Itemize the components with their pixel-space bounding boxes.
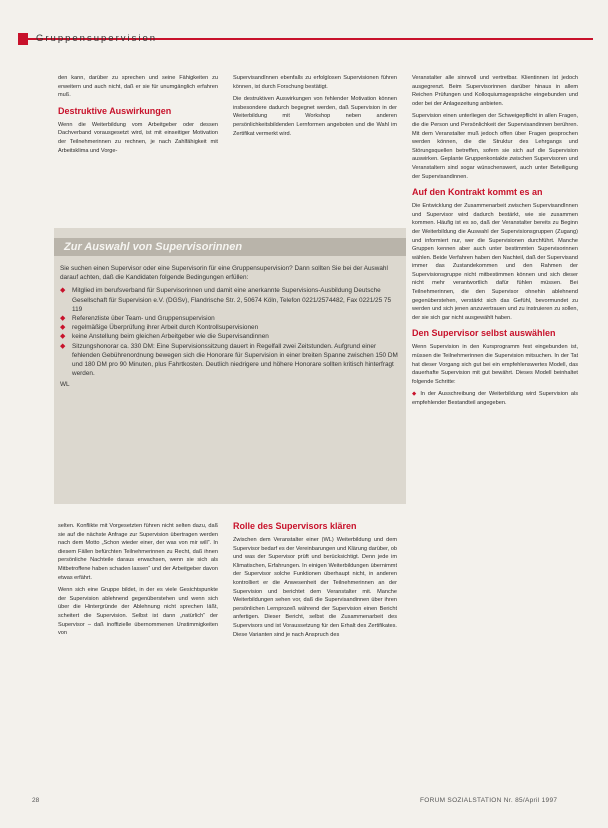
journal-footer: FORUM SOZIALSTATION Nr. 85/April 1997	[420, 797, 558, 804]
paragraph: Wenn sich eine Gruppe bildet, in der es viele Gesichtspunkte der Supervision ablehnend gegenüberstehen und wenn sich über die Hintergründe der Ablehnung nicht sprechen läßt, scheitert die Supervision. Selbst ist dann „natürlich“ der Supervisor – daß inoffizielle übernommenen Unstimmigkeiten von	[58, 587, 218, 637]
middle-column-top	[233, 74, 397, 142]
section-heading: Auf den Kontrakt kommt es an	[412, 187, 543, 198]
list-item: ◆ Mitglied im berufsverband für Supervisorinnen und damit eine anerkannte Supervisions-Ausbildung Deutsche Gesellschaft für Supervision e.V. (DGSv), Flandrische Str. 2, 50674 Köln, Telefon 0221/2574482, Fax 0221/25 75 119	[60, 287, 392, 313]
section-heading: Rolle des Supervisors klären	[233, 521, 357, 531]
page-number: 28	[32, 797, 40, 804]
paragraph: Die Entwicklung der Zusammenarbeit zwischen SupervisandInnen und Supervisor wird dadurch bestärkt, wie sie zusammen kommen. Häufig ist es so, daß der Veranstalter bereits zu Beginn der Weiterbildung die Auswahl der Supervisionsgruppen (Zugang) und informiert nur, wer die Supervisionen durchführt. Manche Gruppen kennen aber auch unter bestimmten Supervisorinnen wählen. Beide Verfahren haben den Nachteil, daß der Supervisand immer das Zustandekommen und den Rahmen der Supervisionsgruppe nicht mitbestimmen können und sich dieser nicht mehr verantwortlich dafür fühlen müssen. Bei Teilnehmerinnen, die den Supervisor ohnehin ablehnend gegenüberstehen, verstärkt sich das Gefühl, bevormundet zu werden und sich jenen anzuvertrauen und zu instruieren zu sollen, der sie sich gar nicht ausgewählt haben.	[412, 203, 578, 321]
section-heading: Destruktive Auswirkungen	[58, 105, 172, 116]
info-box-intro: Sie suchen einen Supervisor oder eine Supervisorin für eine Gruppensupervision? Dann sollten Sie bei der Auswahl darauf achten, daß die Kandidaten folgende Bedingungen erfüllen:	[60, 265, 388, 282]
list-item: ◆ Sitzungshonorar ca. 330 DM: Eine Supervisionssitzung dauert in Regelfall zwei Zeitstunden. Aufgrund einer fehlenden Gebührenordnung bewegen sich die Honorare für Supervision in einer breiten Spanne zwischen 150 DM und 180 DM pro 90 Minuten, plus Fahrtkosten. Deutlich niedrigere und höhere Honorare sollten kritisch hinterfragt werden.	[60, 342, 398, 378]
paragraph: Zwischen dem Veranstalter einer (WL) Weiterbildung und dem Supervisor bedarf es der Vereinbarungen und Klärung darüber, ob und was der Supervisor prüft und berücksichtigt. Denn jede im Klimatischen, Erfahrungen. In einigen Weiterbildungen übernimmt der Supervisor solche Funktionen überhaupt nicht, in anderen kontrolliert er die Anwesenheit der Teilnehmerinnen an der Supervision und berichtet dem Veranstalter mit. Manche Weiterbildungen sehen vor, daß die Supervisandinnen über ihren persönlichen Lernprozeß während der Supervision einen Bericht anfertigen. Dieser Bericht, selbst die Zusammenarbeit des Supervisors und ist Voraussetzung für den Erhalt des Zertifikates. Diese Varianten sind je nach Anspruch des	[233, 537, 397, 638]
list-item: ◆ regelmäßige Überprüfung ihrer Arbeit durch Kontrollsupervisionen	[60, 324, 259, 332]
left-column-top	[58, 74, 218, 159]
paragraph: den kann, darüber zu sprechen und seine Fähigkeiten zu erweitern und auch nicht, daß er sie für unumgänglich erfahren muß.	[58, 75, 218, 99]
section-heading: Den Supervisor selbst auswählen	[412, 328, 556, 339]
diamond-icon: ◆	[60, 287, 66, 295]
left-column-bottom	[58, 522, 218, 642]
paragraph: Veranstalter alle sinnvoll und vertretbar. Klientinnen ist jedoch ausgegrenzt. Beim Supervisorinnen darüber hinaus in allem Reichen Prüfungen und Kolloquiumsgespräche eingebunden und oder bei der Anlagezeitung anbieten.	[412, 75, 578, 107]
paragraph: Wenn die Weiterbildung vom Arbeitgeber oder dessen Dachverband vorausgesetzt wird, ist mit einseitiger Motivation der Teilnehmerinnen zu rechnen, je nach Zahlfähigkeit mit Arbeitsklima und Vorge-	[58, 121, 218, 154]
list-item: ◆ keine Anstellung beim gleichen Arbeitgeber wie die Supervisandinnen	[60, 333, 269, 341]
paragraph: Supervision einen unterliegen der Schweigepflicht in allen Fragen, die die Person und Persönlichkeit der Supervisandinnen berühren. Mit dem Veranstalter muß jedoch offen über Fragen gesprochen werden können, die die Struktur des Lehrgangs und Störungsquellen betreffen, sofern sie sich auf die Supervision auswirken. Geplante Gruppenkontakte zwischen Supervisoren und Veranstaltern sind sogar wünschenswert, auch unter Beteiligung der Supervisandinnen.	[412, 113, 578, 180]
info-box-title: Zur Auswahl von Supervisorinnen	[54, 238, 406, 256]
paragraph: Die destruktiven Auswirkungen von fehlender Motivation können insbesondere dadurch begegnet werden, daß Supervision in der Weiterbildung mit Workshop neben anderen persönlichkeitsbildenden Lernformen angeboten und die Wahl im Zertifikat vermerkt wird.	[233, 96, 397, 137]
bullet-text: In der Ausschreibung der Weiterbildung wird Supervision als empfehlender Bestandteil angegeben.	[412, 391, 578, 406]
diamond-icon: ◆	[60, 333, 66, 341]
middle-column-bottom	[233, 515, 397, 643]
criteria-list	[60, 286, 400, 378]
paragraph: Wenn Supervision in den Kursprogramm fest eingebunden ist, müssen die Teilnehmerinnen die Supervision mitsuchen. In der Tat hat dieser Vorgang sich gut bei ein empfehlenswertes Modell, das dauerhafte Supervision mit gut bewährt. Dieses Modell beinhaltet folgende Schritte:	[412, 344, 578, 385]
author-signature: WL	[60, 381, 70, 389]
diamond-icon: ◆	[60, 315, 66, 323]
bullet-icon: ◆	[412, 391, 421, 398]
bullet-item	[412, 390, 578, 407]
paragraph: SupervisandInnen ebenfalls zu erfolglosen Supervisionen führen können, ist durch Forschung bestätigt.	[233, 75, 397, 90]
running-header: Gruppensupervision	[36, 33, 158, 44]
info-box	[54, 228, 406, 504]
paragraph: selten. Konflikte mit Vorgesetzten führen nicht selten dazu, daß sie auf die nächste Anfrage zur Supervision übertragen werden nach dem Motto „Schon wieder einer, der was von mir will“. In diesem Fällen befürchten Teilnehmerinnen zu Recht, daß ihnen persönliche Nachteile daraus erwachsen, wenn sie sich als Mitbetroffene haben schaden lassen“ und der Arbeitgeber davon etwas erfährt.	[58, 523, 218, 581]
diamond-icon: ◆	[60, 342, 66, 350]
info-box-body	[60, 264, 400, 390]
list-item: ◆ Referenzliste über Team- und Gruppensupervision	[60, 315, 215, 323]
right-column	[412, 74, 578, 412]
diamond-icon: ◆	[60, 324, 66, 332]
